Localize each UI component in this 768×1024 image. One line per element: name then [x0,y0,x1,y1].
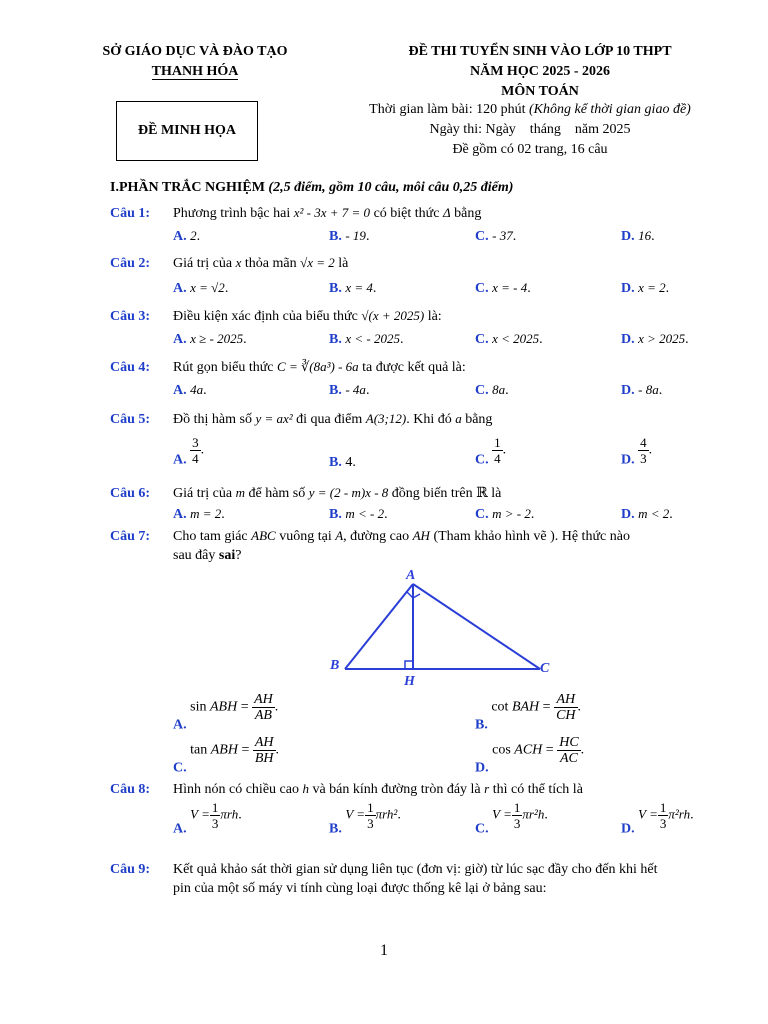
question-7-option-a[interactable]: A. sin ABH = $\frac{AH}{AB}$ . [173,692,279,733]
option-a[interactable]: A. x = √2. [173,280,229,296]
option-b[interactable]: B. - 19. [329,228,370,244]
question-4: Câu 4: Rút gọn biểu thức C = ∛(8a³) - 6a ta được kết quả là: [110,359,466,375]
question-1: Câu 1: Phương trình bậc hai x² - 3x + 7 = 0 có biệt thức Δ bằng [110,205,482,221]
option-b[interactable]: B. - 4a. [329,382,370,398]
exam-title: ĐỀ THI TUYỂN SINH VÀO LỚP 10 THPT [408,44,672,59]
question-6: Câu 6: Giá trị của m để hàm số y = (2 - m)x - 8 đồng biến trên ℝ là [110,485,502,501]
department-name: SỞ GIÁO DỤC VÀ ĐÀO TẠO [102,44,288,59]
vertex-c-label: C [540,661,550,676]
option-d[interactable]: D. 16. [621,228,655,244]
question-7-line2: sau đây sai? [173,548,242,563]
option-c[interactable]: C. m > - 2. [475,506,535,522]
option-c[interactable]: C. V = $\frac{1}{3}$ πr²h. [475,800,548,837]
option-a[interactable]: A. m = 2. [173,506,225,522]
date-line: Ngày thi: Ngày tháng năm 2025 [429,122,631,137]
question-7-option-c[interactable]: C. tan ABH = $\frac{AH}{BH}$ . [173,735,280,776]
question-5-options [173,432,733,472]
question-2: Câu 2: Giá trị của x thỏa mãn √x = 2 là [110,255,349,271]
question-9-line2: pin của một số máy vi tính cùng loại được thống kê lại ở bảng sau: [173,881,547,896]
option-c[interactable]: C. x < 2025. [475,331,543,347]
triangle-figure [320,562,560,692]
option-a[interactable]: A. 4a. [173,382,207,398]
section-title: I.PHẦN TRẮC NGHIỆM (2,5 điểm, gồm 10 câu, môi câu 0,25 điểm) [110,180,514,195]
option-d[interactable]: D. $\frac{4}{3}$ . [621,435,653,468]
foot-h-label: H [404,674,415,689]
question-8-options [173,800,733,840]
option-c[interactable]: C. 8a. [475,382,509,398]
question-9: Câu 9: Kết quả khảo sát thời gian sử dụng liên tục (đơn vị: giờ) từ lúc sạc đầy cho đến khi hết [110,862,658,877]
question-5: Câu 5: Đồ thị hàm số y = ax² đi qua điểm A(3;12). Khi đó a bằng [110,411,493,427]
option-a[interactable]: A. $\frac{3}{4}$ . [173,435,205,468]
option-a[interactable]: A. x ≥ - 2025. [173,331,247,347]
question-8: Câu 8: Hình nón có chiều cao h và bán kính đường tròn đáy là r thì có thể tích là [110,781,583,797]
exam-info [320,100,740,160]
option-c[interactable]: C. $\frac{1}{4}$ . [475,435,507,468]
question-7-option-b[interactable]: B. cot BAH = $\frac{AH}{CH}$ . [475,692,582,733]
question-7: Câu 7: Cho tam giác ABC vuông tại A, đường cao AH (Tham khảo hình vẽ ). Hệ thức nào [110,528,630,544]
header-left [80,42,310,82]
option-b[interactable]: B. m < - 2. [329,506,388,522]
option-d[interactable]: D. V = $\frac{1}{3}$ π²rh. [621,800,694,837]
option-b[interactable]: B. 4. [329,455,356,470]
page-number: 1 [380,942,388,959]
sample-exam-box [116,101,258,161]
option-d[interactable]: D. x > 2025. [621,331,689,347]
header-right [340,42,740,102]
option-c[interactable]: C. x = - 4. [475,280,531,296]
sample-exam-label: ĐỀ MINH HỌA [138,123,236,138]
option-b[interactable]: B. V = $\frac{1}{3}$ πrh². [329,800,401,837]
subject-name: MÔN TOÁN [501,84,579,99]
question-7-option-d[interactable]: D. cos ACH = $\frac{HC}{AC}$ . [475,735,585,776]
option-b[interactable]: B. x < - 2025. [329,331,404,347]
pages-line: Đề gồm có 02 trang, 16 câu [452,142,608,157]
province-name: THANH HÓA [151,64,239,79]
vertex-a-label: A [406,568,416,583]
option-b[interactable]: B. x = 4. [329,280,377,296]
option-c[interactable]: C. - 37. [475,228,517,244]
option-d[interactable]: D. m < 2. [621,506,673,522]
time-line: Thời gian làm bài: 120 phút (Không kể thời gian giao đề) [369,102,691,117]
question-3: Câu 3: Điều kiện xác định của biểu thức √(x + 2025) là: [110,308,442,324]
side-ab [345,584,413,669]
side-ac [413,584,540,669]
school-year: NĂM HỌC 2025 - 2026 [470,64,610,79]
option-a[interactable]: A. V = $\frac{1}{3}$ πrh. [173,800,242,837]
option-d[interactable]: D. - 8a. [621,382,663,398]
vertex-b-label: B [330,658,340,673]
right-angle-h [405,661,413,669]
option-d[interactable]: D. x = 2. [621,280,670,296]
option-a[interactable]: A. 2. [173,228,201,244]
